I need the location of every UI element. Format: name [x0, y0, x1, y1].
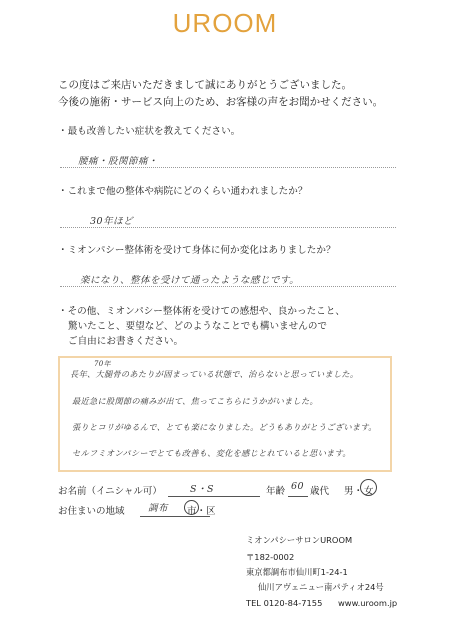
- answer-3: 楽になり、整体を受けて通ったような感じです。: [80, 275, 300, 286]
- comment-line-4: セルフミオンパシーでとても改善も、変化を感じとれていると思います。: [72, 448, 351, 458]
- postal-code: 〒182-0002: [246, 552, 295, 562]
- age-value: 60: [291, 481, 305, 492]
- address-line-1: 東京都調布市仙川町1-24-1: [246, 567, 348, 577]
- gender-female: 女: [364, 486, 374, 497]
- phone-number: TEL 0120-84-7155: [246, 598, 323, 608]
- answer-3-line: [60, 286, 396, 287]
- gender-circle-mark: [360, 479, 377, 496]
- age-suffix: 歳代: [310, 486, 330, 497]
- question-1: ・最も改善したい症状を教えてください。: [58, 126, 241, 137]
- area-suffix: 市・区: [187, 506, 216, 517]
- name-value: S・S: [190, 484, 215, 495]
- name-label: お名前（イニシャル可）: [58, 486, 162, 497]
- answer-1: 腰痛・股関節痛・: [78, 156, 159, 167]
- age-label: 年齢: [266, 486, 286, 497]
- comment-line-1: 長年、大腿骨のあたりが固まっている状態で、治らないと思っていました。: [70, 369, 359, 379]
- area-label: お住まいの地域: [58, 506, 125, 517]
- website-link[interactable]: www.uroom.jp: [338, 598, 398, 608]
- address-line-2: 仙川アヴェニュー南パティオ24号: [258, 582, 384, 592]
- comments-prompt-line-3: ご自由にお書きください。: [68, 336, 184, 347]
- intro-text: [58, 77, 383, 111]
- salon-name: ミオンパシーサロンUROOM: [246, 535, 353, 545]
- answer-1-line: [60, 167, 396, 168]
- brand-logo: UROOM: [172, 8, 278, 38]
- question-3: ・ミオンパシー整体術を受けて身体に何か変化はありましたか？: [58, 245, 336, 256]
- question-2: ・これまで他の整体や病院にどのくらい通われましたか？: [58, 186, 308, 197]
- answer-2-line: [60, 227, 396, 228]
- area-value: 調布: [148, 503, 169, 514]
- age-underline: [288, 496, 308, 497]
- comment-line-3: 張りとコリがゆるんで、とても楽になりました。どうもありがとうございます。: [72, 422, 377, 432]
- comments-prompt: [58, 304, 345, 349]
- answer-2: 30年ほど: [90, 216, 134, 227]
- comments-prompt-line-2: 驚いたこと、要望など、どのようなことでも構いませんので: [68, 321, 328, 332]
- comment-line-2: 最近急に股関節の痛みが出て、焦ってこちらにうかがいました。: [72, 396, 318, 406]
- gender-male: 男・: [344, 486, 364, 497]
- intro-line-2: 今後の施術・サービス向上のため、お客様の声をお聞かせください。: [58, 96, 384, 108]
- comments-box: [58, 356, 392, 472]
- intro-line-1: この度はご来店いただきまして誠にありがとうございました。: [58, 79, 352, 91]
- comments-prompt-line-1: ・その他、ミオンパシー整体術を受けての感想や、良かったこと、: [58, 306, 345, 317]
- area-circle-mark: [184, 500, 199, 515]
- hand-annotation: 70年: [94, 360, 111, 368]
- name-underline: [168, 496, 260, 497]
